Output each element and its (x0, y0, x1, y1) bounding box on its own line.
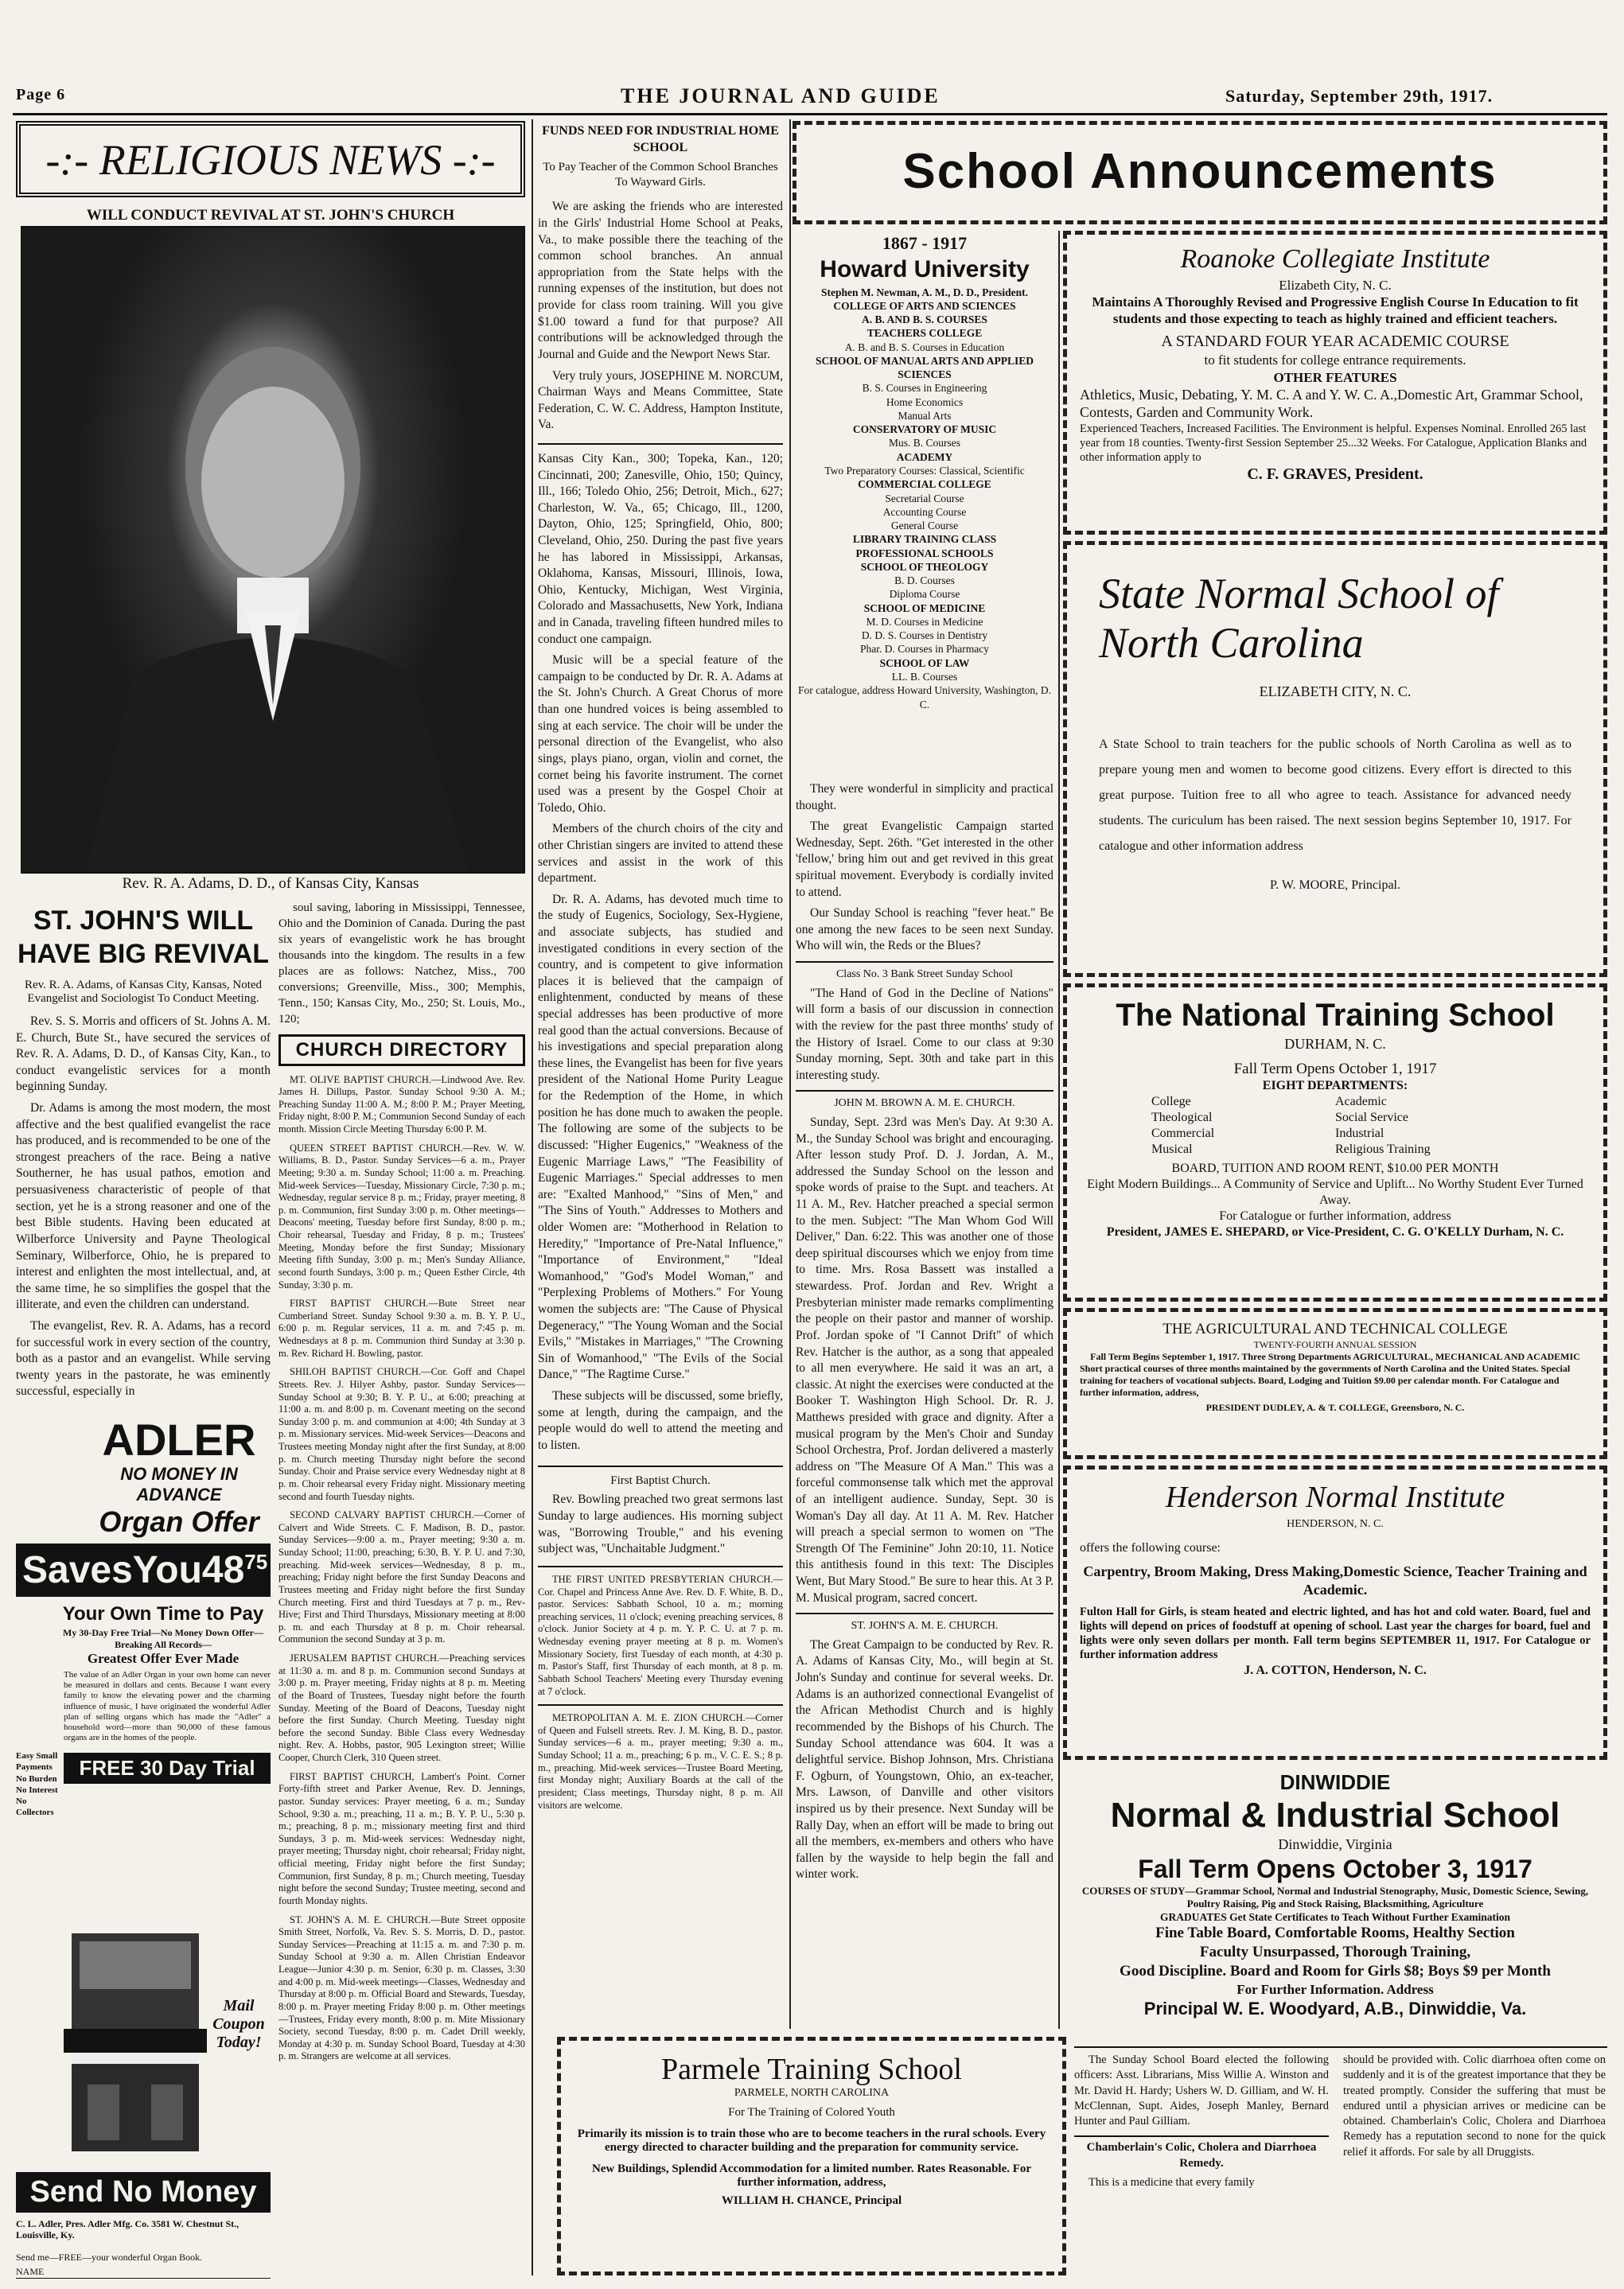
adler-small-print: The value of an Adler Organ in your own home can never be measured in dollars and cents. Because I want every family to know the elevating power and the charming influence of music, I have originated the wonderful Adler plan of selling organs which has made the "Adler" a household word—more than 90,000 of these famous organs are in the homes of the people. (64, 1670, 271, 1743)
national-board: BOARD, TUITION AND ROOM RENT, $10.00 PER MONTH (1171, 1162, 1499, 1176)
dinwiddie-l3: Good Discipline. Board and Room for Girls $8; Boys $9 per Month (1120, 1962, 1551, 1980)
parmele-sign: WILLIAM H. CHANCE, Principal (721, 2194, 902, 2207)
dinwiddie-place: Dinwiddie, Virginia (1278, 1835, 1392, 1852)
adler-organ-offer: Organ Offer (99, 1505, 259, 1538)
department-item: Academic (1335, 1095, 1387, 1109)
revival-headline: WILL CONDUCT REVIVAL AT ST. JOHN'S CHURCH (86, 207, 455, 224)
department-item: Religious Training (1335, 1143, 1431, 1157)
st-johns-continued: soul saving, laboring in Mississippi, Tennessee, Ohio and the Dominion of Canada. During the past six years of evangelistic work he has brought thousands into the kingdom. The results in a few places are as follows: Natchez, Miss., 700 conversions; Greenville, Miss., 300; Memphis, Tenn., 150; Kansas City, Mo., 250; St. Louis, Mo., 120; (278, 901, 525, 1026)
adler-free-trial-banner (64, 1753, 271, 1784)
church-directory-column (278, 901, 525, 2277)
howard-course-line: Accounting Course (882, 505, 967, 518)
dinwiddie-sign: Principal W. E. Woodyard, A.B., Dinwiddie, Va. (1143, 1998, 1527, 2018)
adler-easy-payments: Easy Small Payments No Burden No Interest No Collectors (16, 1751, 58, 1818)
howard-course-line: A. B. and B. S. Courses in Education (844, 341, 1005, 353)
howard-course-line: CONSERVATORY OF MUSIC (852, 423, 997, 436)
howard-course-line: SCHOOL OF MEDICINE (863, 601, 986, 614)
column-rule (532, 119, 533, 2275)
portrait-figure (22, 228, 524, 872)
national-l3: President, JAMES E. SHEPARD, or Vice-President, C. G. O'KELLY Durham, N. C. (1106, 1225, 1564, 1240)
dinwiddie-name: Normal & Industrial School (1110, 1795, 1560, 1835)
howard-course-line: COLLEGE OF ARTS AND SCIENCES (833, 299, 1016, 312)
paragraph: The Great Campaign to be conducted by Rev. R. A. Adams of Kansas City, Mo., will begin at St. John's Sunday and continue for several weeks. Dr. Adams is an authorized connectional Evangelist of the African Methodist Church and is highly recommended by the Bishops of his Church. The Sunday School attendance was 604. It was a delightful service. Bishop Johnson, Mrs. Christiana F. Ogburn, of Youngstown, Ohio, an ex-teacher, Mrs. Lawson, of Danville and other visitors inspired us by their presence. Next Sunday will be Rally Day, when an effort will be made to bring out all the members, ex-members and others who have fallen by the wayside to help begin the fall and winter work. (796, 1637, 1053, 1882)
st-johns-body (16, 1014, 271, 1400)
adler-catalog-request: Send me—FREE—your wonderful Organ Book. (16, 2252, 203, 2263)
howard-course-line: Secretarial Course (885, 492, 964, 504)
state-normal-name1: State Normal School of (1099, 570, 1499, 617)
parmele-body: Primarily its mission is to train those who are to become teachers in the rural schools. Every energy directed to character building and the preparation for community service. (577, 2127, 1046, 2154)
national-training-ad (1063, 983, 1607, 1302)
adler-organ-ad (16, 1416, 271, 2279)
henderson-offers: offers the following course: (1080, 1541, 1221, 1555)
roanoke-l3: to fit students for college entrance requirements. (1204, 352, 1466, 368)
st-johns-subhead: Rev. R. A. Adams, of Kansas City, Kansas, Noted Evangelist and Sociologist To Conduct Meeting. (24, 979, 263, 1005)
department-item: College (1151, 1095, 1191, 1109)
adler-name-field[interactable]: NAME (16, 2266, 271, 2279)
adler-send-no-money[interactable] (16, 2172, 271, 2213)
funds-body: We are asking the friends who are interested in the Girls' Industrial Home School at Peaks, Va., to make possible there the teaching of the common school branches. An annual appropriation from the State helps with the running expenses of the institution, but does not provide for class room training. Will you give $1.00 toward a fund for that purpose? All contributions will be acknowledged through the Journal and Guide and the Newport News Star. (538, 200, 783, 361)
adler-time-to-pay: Your Own Time to Pay (62, 1603, 264, 1625)
henderson-sign: J. A. COTTON, Henderson, N. C. (1244, 1663, 1427, 1677)
adler-free-trial: FREE 30 Day Trial (79, 1756, 255, 1781)
roanoke-l4: OTHER FEATURES (1273, 369, 1397, 385)
howard-course-line: D. D. S. Courses in Dentistry (861, 629, 988, 642)
howard-course-line: M. D. Courses in Medicine (866, 615, 983, 628)
paragraph: These subjects will be discussed, some briefly, some at length, during the campaign, and the people would do well to attend the meeting and to listen. (538, 1389, 783, 1452)
parmele-training-ad (557, 2037, 1066, 2275)
column-rule (789, 119, 791, 2029)
roanoke-name: Roanoke Collegiate Institute (1180, 244, 1490, 274)
howard-course-line: Home Economics (886, 395, 964, 408)
adler-saves-cents: 75 (244, 1550, 268, 1574)
masthead-rule (13, 113, 1607, 115)
parmele-info: New Buildings, Splendid Accommodation for a limited number. Rates Reasonable. For further information, address, (591, 2162, 1032, 2189)
parmele-for: For The Training of Colored Youth (728, 2106, 895, 2119)
howard-years: 1867 - 1917 (882, 233, 968, 253)
first-baptist-headline: First Baptist Church. (610, 1473, 711, 1487)
issue-date: Saturday, September 29th, 1917. (1225, 86, 1494, 106)
chamberlain-headline: Chamberlain's Colic, Cholera and Diarrhoea Remedy. (1086, 2141, 1317, 2170)
aggie-l2: Short practical courses of three months maintained by the governments of North Carolina and the United States. Special training for teachers of vocational subjects. Board, Lodging and Tuition $9.00 per calendar month. For Catalogue and further information, address, (1080, 1362, 1571, 1398)
henderson-courses: Carpentry, Broom Making, Dress Making,Domestic Science, Teacher Training and Academic. (1083, 1563, 1587, 1598)
st-johns-ame-headline: ST. JOHN'S A. M. E. CHURCH. (851, 1620, 999, 1633)
bottom-right-right (1343, 2053, 1606, 2283)
state-normal-name2: North Carolina (1099, 619, 1364, 667)
adler-saves-text: SavesYou48 (22, 1549, 245, 1591)
paragraph: The great Evangelistic Campaign started Wednesday, Sept. 26th. "Get interested in the other 'fellow,' bring him out and get revived in this great spiritual movement. Everybody is cordially invited to attend. (796, 819, 1053, 899)
howard-university-ad (796, 232, 1053, 773)
henderson-normal-ad (1063, 1466, 1607, 1760)
sunday-school-board: The Sunday School Board elected the following officers: Asst. Librarians, Miss Willie A. Winston and Mr. David H. Hardy; Ushers W. D. Gilliam, and W. H. McClennan, Supt. Aides, Joseph Manley, Bernard Hunter and Paul Gilliam. (1074, 2053, 1329, 2128)
paragraph: The evangelist, Rev. R. A. Adams, has a record for successful work in every section of the country, both as a pastor and an evangelist. While serving twenty years in the pastorate, he was eminently successful, especially in (16, 1318, 271, 1399)
st-johns-headline: ST. JOHN'S WILL HAVE BIG REVIVAL (17, 905, 270, 969)
metropolitan-church: METROPOLITAN A. M. E. ZION CHURCH.—Corner of Queen and Fulsell streets. Rev. J. M. King, B. D., pastor. Sunday services—6 a. m., prayer meeting; 9:30 a. m., Sunday School; 11 a. m., preaching; 6 p. m., V. C. E. S.; 8 p. m., preaching. Mid-week services—Trustee Board Meeting, first Monday night; Auxiliary Boards at the call of the president; Class meetings, Thursday night, 8 p. m. All visitors are welcome. (538, 1712, 783, 1811)
column-four (796, 781, 1053, 2038)
directory-item: SECOND CALVARY BAPTIST CHURCH.—Corner of Calvert and Wide Streets. C. F. Madison, B. D., pastor. Sunday Services—9:00 a. m., Prayer meeting; 9:30 a. m. Sunday School; 11:00, preaching; 6:30, B. Y. P. U. and 7:30, preaching. Mid-week services—Wednesday, 8 p. m., preaching; Friday night before the first Sunday Deacons and Trustees meeting and Friday night before the first Sunday Church meeting. First and third Tuesdays at 7 p. m., Rev-Hive; First and Third Thursdays, Missionary meeting at 8:00 p. m. and each Thursday at 8 p. m. Choir rehearsal. Communion the second Sunday at 3 p. m. (278, 1509, 525, 1645)
directory-item: QUEEN STREET BAPTIST CHURCH.—Rev. W. W. Williams, B. D., Pastor. Sunday Services—6 a. m., Prayer Meeting; 9:30 a. m. Sunday School; 11:00 a. m. Preaching. Mid-week Services—Tuesday, Missionary Circle, 7:30 p. m.; Wednesday, regular service 8 p. m.; Friday, prayer meeting, 8 p. m. Communion, first Sunday 3:00 p. m. Other meetings—Deacons' meeting, Tuesday before first Sunday, 8:00 p. m.; Choir rehearsal, Tuesday and Friday, 8 p. m.; Trustees' Meeting, Monday before the first Sunday; Missionary Meeting fifth Sunday, 3:00 p. m.; Men's Sunday Alliance, second fourth Sundays, 3:00 p. m.; Queen Esther Circle, 4th Sunday, 3:30 p. m. (278, 1142, 525, 1290)
presbyterian-church: THE FIRST UNITED PRESBYTERIAN CHURCH.—Cor. Chapel and Princess Anne Ave. Rev. D. F. White, B. D., pastor. Services: Sabbath School, 10 a. m.; morning preaching services, 11 o'clock; evening preaching services, 8 o'clock. Junior Society at 4 p. m. Y. P. C. U. at 7 p. m. Wednesday evening prayer meeting at 8 p. m. Women's Missionary Society, first Tuesday of each month, at 4:30 p. m. Pastor's Staff, first Thursday of each month, at 8 p. m. Sabbath School Teachers' Meeting every Thursday evening at 7 o'clock. (538, 1573, 783, 1697)
funds-subhead: To Pay Teacher of the Common School Branches To Wayward Girls. (543, 160, 778, 189)
national-departments (1080, 1094, 1591, 1158)
howard-course-line: B. D. Courses (894, 574, 955, 587)
department-item: Industrial (1335, 1127, 1384, 1141)
national-term: Fall Term Opens October 1, 1917 (1233, 1060, 1437, 1077)
directory-item: FIRST BAPTIST CHURCH.—Bute Street near Cumberland Street. Sunday School 9:30 a. m. B. Y. P. U., 6:00 p. m. Regular services, 11 a. m. and 7:45 p. m. Wednesdays at 8 p. m. Communion third Sunday at 3:30 p. m. Rev. Richard H. Bowling, pastor. (278, 1298, 525, 1359)
paragraph: Music will be a special feature of the campaign to be conducted by Dr. R. A. Adams at the St. John's Church. A Great Chorus of more than one hundred voices is being assembled to sing at each service. The choir will be under the personal direction of the Evangelist, who also sings, plays piano, organ, violin and cornet, the cornet being his favorite instrument. The cornet used was a present by the Gospel Choir at Toledo, Ohio. (538, 653, 783, 815)
send-no-money-label: Send No Money (29, 2175, 257, 2209)
bottom-right-left (1074, 2053, 1329, 2283)
roanoke-ad (1063, 231, 1607, 535)
aggie-name: THE AGRICULTURAL AND TECHNICAL COLLEGE (1163, 1321, 1508, 1337)
section-rule (1074, 2046, 1607, 2048)
howard-course-line: A. B. AND B. S. COURSES (862, 313, 987, 326)
dinwiddie-l1: Fine Table Board, Comfortable Rooms, Healthy Section (1155, 1925, 1515, 1942)
chamberlain-body: This is a medicine that every family (1089, 2176, 1255, 2190)
directory-item: SHILOH BAPTIST CHURCH.—Cor. Goff and Chapel Streets. Rev. J. Hilyer Ashby, pastor. Sunday Services—Sunday School at 9:30; B. Y. P. U., at 6:00; preaching at 11:00 a. m. and 8:00 p. m. Covenant meeting on the second Sunday 3:00 p. m. and communion at 4:00; 4th Sunday at 3 p. m. Missionary services. Mid-week Services—Deacons and Trustees meeting Monday night after the first Sunday, at 8:00 p. m. Church meeting Thursday night before the second Sunday. Choir and Praise service every Wednesday night at 8 p. m. Choir rehearsal every Friday night. Missionary meeting second and fourth Tuesday nights. (278, 1366, 525, 1502)
religious-news-banner (16, 121, 525, 197)
howard-course-line: SCHOOL OF MANUAL ARTS AND APPLIED SCIENCES (816, 354, 1034, 381)
dinwiddie-ad (1063, 1766, 1607, 2045)
dinwiddie-grad: GRADUATES Get State Certificates to Teach Without Further Examination (1160, 1910, 1510, 1923)
directory-item: MT. OLIVE BAPTIST CHURCH.—Lindwood Ave. Rev. James H. Dillups, Pastor. Sunday School 9:30 A. M.; Preaching Sunday 11:00 A. M.; 8:00 P. M.; Prayer Meeting, Friday night, 8:00 P. M.; Communion Second Sunday of each month. Mission Circle Meeting Thursday 6:00 P. M. (278, 1073, 525, 1135)
department-item: Theological (1151, 1111, 1213, 1125)
howard-course-line: PROFESSIONAL SCHOOLS (855, 547, 994, 559)
paragraph: Members of the church choirs of the city and other Christian singers are invited to attend these services and assist in the work of this department. (538, 822, 783, 886)
howard-course-line: LL. B. Courses (891, 670, 958, 683)
paragraph: Rev. S. S. Morris and officers of St. Johns A. M. E. Church, Bute St., have secured the services of Rev. R. A. Adams, D. D., of Kansas City, Kan., to conduct evangelistic services for a month beginning Sunday. (16, 1014, 271, 1094)
portrait-caption: Rev. R. A. Adams, D. D., of Kansas City, Kansas (122, 875, 419, 892)
adler-saves-banner (16, 1544, 271, 1597)
paragraph: They were wonderful in simplicity and practical thought. (796, 782, 1053, 812)
howard-name: Howard University (820, 256, 1030, 283)
dinwiddie-term: Fall Term Opens October 3, 1917 (1138, 1855, 1532, 1883)
howard-course-line: Mus. B. Courses (888, 437, 960, 450)
howard-course-line: Phar. D. Courses in Pharmacy (860, 643, 989, 656)
department-item: Social Service (1335, 1111, 1408, 1125)
column-rule (1058, 231, 1060, 2029)
roanoke-l6: Experienced Teachers, Increased Facilities. The Environment is helpful. Expenses Nominal. Enrolled 265 last year from 18 counties. Twenty-first Session September 25...32 Weeks. For Catalogue, Application Blanks and other information apply to (1080, 422, 1587, 464)
john-brown-headline: JOHN M. BROWN A. M. E. CHURCH. (834, 1097, 1015, 1110)
parmele-place: PARMELE, NORTH CAROLINA (734, 2087, 890, 2099)
aggie-l1: Fall Term Begins September 1, 1917. Three Strong Departments AGRICULTURAL, MECHANICAL AND ACADEMIC (1090, 1350, 1580, 1362)
howard-course-line: LIBRARY TRAINING CLASS (852, 533, 997, 546)
national-place: DURHAM, N. C. (1284, 1036, 1386, 1052)
section-divider (796, 1090, 1053, 1092)
roanoke-l5: Athletics, Music, Debating, Y. M. C. A and Y. W. C. A.,Domestic Art, Grammar School, Contests, Garden and Community Work. (1080, 386, 1583, 421)
school-announcements-banner (793, 121, 1607, 224)
religious-news-title: -:- RELIGIOUS NEWS -:- (45, 136, 496, 184)
section-divider (538, 1466, 783, 1467)
directory-item: JERUSALEM BAPTIST CHURCH.—Preaching services at 11:30 a. m. and 8 p. m. Communion second Sundays at 3:00 p. m. Prayer meeting, Friday nights at 8 p. m. Meeting of the Board of Trustees, Tuesday night before the fourth Sunday. Meeting of the Board of Deacons, Tuesday night before the first Sunday. Church Meeting. Tuesday night before the second Sunday. Bible Class every Wednesday night. Rev. A. Hobbs, pastor, 905 Lexington street; Willie Cooper, Church Clerk, 310 Queen street. (278, 1653, 525, 1763)
adler-mail-coupon: Mail Coupon Today! (212, 1997, 265, 2051)
section-divider (538, 1704, 783, 1706)
chamberlain-continued: should be provided with. Colic diarrhoea often come on suddenly and it is of the greatest importance that they be treated promptly. Consider the suffering that must be endured until a physician arrives or medicine can be obtained. Chamberlain's Colic, Cholera and Diarrhoea Remedy has a reputation second to none for the quick relief it affords. For sale by all Druggists. (1343, 2053, 1606, 2159)
howard-course-line: TEACHERS COLLEGE (867, 327, 983, 340)
state-normal-ad (1063, 541, 1607, 977)
howard-course-line: General Course (890, 520, 959, 532)
funds-headline: FUNDS NEED FOR INDUSTRIAL HOME SCHOOL (542, 124, 779, 155)
section-divider (1074, 2135, 1329, 2137)
first-baptist-body: Rev. Bowling preached two great sermons last Sunday to large audiences. His morning subject was, "Borrowing Trouble," and his evening subject was, "Unchaitable Judgment." (538, 1493, 783, 1556)
section-divider (538, 443, 783, 445)
kansas-continued: Kansas City Kan., 300; Topeka, Kan., 120; Cincinnati, 200; Zanesville, Ohio, 150; Quincy, Ill., 166; Toledo Ohio, 256; Detroit, Mich., 627; Charleston, W. Va., 65; Chicago, Ill., 1200, Dayton, Ohio, 125; Springfield, Ohio, 800; Cleveland, Ohio, 250. During the past five years he has labored in Mississippi, Arkansas, Oklahoma, Kansas, Missouri, Illinois, Iowa, Ohio, Kentucky, Michigan, West Virginia, Colorado and Massachusetts, New York, Indiana and in Canada, traveling fifteen hundred miles to conduct one campaign. (538, 451, 783, 646)
paragraph: "The Hand of God in the Decline of Nations" will form a basis of our discussion in connection with the review for the past three months' study of the History of Israel. Come to our class at 9:30 Sunday morning, Sept. 30th and take part in this interesting study. (796, 986, 1053, 1082)
class-no3-headline: Class No. 3 Bank Street Sunday School (835, 968, 1014, 981)
church-directory-header (278, 1034, 525, 1066)
parmele-name: Parmele Training School (661, 2053, 962, 2086)
national-name: The National Training School (1116, 998, 1555, 1033)
aggie-session: TWENTY-FOURTH ANNUAL SESSION (1253, 1338, 1417, 1350)
adler-brand: ADLER (102, 1416, 256, 1465)
howard-course-line: COMMERCIAL COLLEGE (858, 478, 991, 491)
newspaper-title: THE JOURNAL AND GUIDE (621, 84, 941, 107)
state-normal-place: ELIZABETH CITY, N. C. (1259, 683, 1412, 699)
directory-item: FIRST BAPTIST CHURCH, Lambert's Point. Corner Forty-fifth street and Parker Avenue, Rev. D. Jennings, pastor. Sunday services: Prayer meeting, 6 a. m.; Sunday School, 9:30 a. m.; preaching, 11 a. m.; B. Y. P. U., 5:30 p. m.; preaching, 8 p. m.; missionary meeting first and third Sundays, 3 p. m. Mid-week services: Wednesday night, prayer meeting; Thursday night, choir rehearsal; Friday night, official meeting, Friday night before the first Sunday; Communion, first Sunday, 8 p. m.; Church meeting, Tuesday night before the second Sunday; Trustee meeting, second and fourth Monday nights. (278, 1770, 525, 1906)
organ-illustration (64, 1925, 207, 2164)
dinwiddie-l2: Faculty Unsurpassed, Thorough Training, (1199, 1944, 1471, 1961)
henderson-body: Fulton Hall for Girls, is steam heated and electric lighted, and has hot and cold water. Board, fuel and lights will depend on prices of foodstuff at opening of school. Last year the charges for board, fuel and lights were only seven dollars per month. Fall term begins SEPTEMBER 11, 1917. For Catalogue or further information address (1080, 1606, 1591, 1662)
henderson-name: Henderson Normal Institute (1165, 1481, 1505, 1514)
howard-course-line: Manual Arts (898, 409, 952, 422)
column-three (538, 119, 783, 2053)
department-item: Commercial (1151, 1127, 1215, 1141)
roanoke-l7: C. F. GRAVES, President. (1247, 465, 1423, 484)
dinwiddie-l0: DINWIDDIE (1279, 1770, 1391, 1794)
department-item: Musical (1151, 1143, 1193, 1157)
state-normal-body: A State School to train teachers for the public schools of North Carolina as well as to prepare young men and women to become good citizens. Every effort is directed to this great purpose. Tuition free to all who agree to teach. Assistance for advanced needy students. The curiculum has been raised. The next session begins September 10, 1917. For catalogue and other information address (1099, 738, 1571, 853)
adler-trial-offer: My 30-Day Free Trial—No Money Down Offer—Breaking All Records— (63, 1627, 263, 1650)
aggie-sign: PRESIDENT DUDLEY, A. & T. COLLEGE, Greensboro, N. C. (1205, 1401, 1465, 1413)
national-l2: For Catalogue or further information, address (1219, 1209, 1451, 1224)
school-announcements-title: School Announcements (902, 144, 1497, 199)
howard-footer: For catalogue, address Howard University, Washington, D. C. (798, 684, 1051, 710)
roanoke-l2: A STANDARD FOUR YEAR ACADEMIC COURSE (1161, 333, 1509, 351)
church-directory-title: CHURCH DIRECTORY (295, 1038, 508, 1061)
section-divider (796, 961, 1053, 963)
national-l1: Eight Modern Buildings... A Community of Service and Uplift... No Worthy Student Ever Turned Away. (1087, 1178, 1583, 1208)
howard-course-list (796, 299, 1053, 683)
howard-course-line: SCHOOL OF THEOLOGY (860, 560, 989, 573)
roanoke-place: Elizabeth City, N. C. (1279, 277, 1392, 293)
portrait-photo (21, 226, 525, 874)
howard-course-line: SCHOOL OF LAW (879, 656, 970, 669)
adler-no-money: NO MONEY IN ADVANCE (120, 1464, 238, 1505)
paragraph: Dr. R. A. Adams, has devoted much time to the study of Eugenics, Sociology, Sex-Hygiene, and associate subjects, has studied and investigated conditions in every section of the country, and is competent to give information places it is believed that the campaign of enlightenment, conducted by means of these special addresses has been productive of more real good than the actual conversions. Because of his investigations and special preparation along these lines, the Evangelist has been for five years president of the National Home Purity League for the Redemption of the Home, in which position he has done much to awaken the people. The following are some of the subjects to be discussed: "Higher Eugenics," "Weakness of the Eugenic Marriage Laws," "The Feasibility of Eugenic Marriages." Special addresses to men are: "Exalted Manhood," "Sins of Men," and "The Sins of Youth." Addresses to Mothers and older Women are: "Motherhood in Relation to Heredity," "Importance of Pre-Natal Influence," "Importance of Environment," "Ideal Womanhood," "God's Model Woman," and "Perplexing Problems of Mothers." For Young women the subjects are: "The Cause of Physical Degeneracy," "The Young Woman and the Social Evils," "Mistakes in Marriages," "The Crowning Sin of Womanhood," "The Evils of the Social Dance," "The Ragtime Curse." (538, 892, 783, 1382)
state-normal-sign: P. W. MOORE, Principal. (1269, 878, 1400, 892)
howard-course-line: B. S. Courses in Engineering (862, 382, 987, 395)
dinwiddie-l4: For Further Information. Address (1236, 1981, 1434, 1997)
national-depts-head: EIGHT DEPARTMENTS: (1262, 1079, 1408, 1093)
paragraph: Our Sunday School is reaching "fever heat." Be one among the new faces to be seen next Sunday. Who will win, the Reds or the Blues? (796, 906, 1053, 953)
paragraph: Sunday, Sept. 23rd was Men's Day. At 9:30 A. M., the Sunday School was bright and encouraging. After lesson study Prof. D. J. Jordan, A. M., addressed the Sunday School on the lesson and spoke words of praise to the Supt. and teachers. At 11 A. M., Rev. Hatcher preached a special sermon to the men. Subject: "The Man Whom God Will Deliver," Dan. 6:22. This was another one of those deep spiritual discourses which we enjoy from time to time. Mrs. Rosa Bassett was installed a stewardess. Prof. Jordan and Rev. Wright a Presbyterian minister made remarks complimenting the people on their pastor and manner of worship. Prof. Jordan spoke of "I Cannot Drift" of which Rev. Hatcher is the author, as a song that appealed to all men everywhere. He said it was an art, a classic. At night the exercises were conducted at the Booker T. Washington High School. Dr. R. J. Matthews presided with grace and dignity. After a musical program by the Men's Choir and Sunday School Orchestra, Prof. Jordan delivered a masterly address on "The Measure Of A Man." This was a forceful commonsense talk which met the approval of an intelligent audience. Sunday, Sept. 30 is Woman's Day all day. At 11 A. M. Rev. Hatcher will preach a special sermon to women on "The Strength Of The Feminine" John 20:10, 11. Notice this antithesis found in this text: The Disciples Went, But Mary Stood." Be sure to hear this. At 3 P. M. Musical program, sacred concert. (796, 1115, 1053, 1605)
paragraph: Dr. Adams is among the most modern, the most affective and the best qualified evangelist the race has produced, and is recommended to be one of the strongest preachers of the race. Being a native Southerner, he has usual pathos, emotion and persuasiveness characteristic of people of that section, yet he is a strong reasoner and one of the best Bible students. Having been educated at Wilberforce University and Payne Theological Seminary, Wilberforce, Ohio, he is prepared to interest and enlighten the most intellectual, and, at the same time, he so simplifies the gospel that the illiterate, and even the children can understand. (16, 1101, 271, 1312)
henderson-place: HENDERSON, N. C. (1287, 1517, 1384, 1530)
howard-course-line: Diploma Course (889, 588, 960, 601)
howard-course-line: ACADEMY (896, 450, 953, 463)
funds-signoff: Very truly yours, JOSEPHINE M. NORCUM, Chairman Ways and Means Committee, State Federation, C. W. C. Address, Hampton Institute, Va. (538, 368, 783, 432)
howard-president: Stephen M. Newman, A. M., D. D., President. (821, 286, 1028, 298)
section-divider (796, 1613, 1053, 1614)
adler-address: C. L. Adler, Pres. Adler Mfg. Co. 3581 W. Chestnut St., Louisville, Ky. (16, 2218, 240, 2241)
dinwiddie-courses: COURSES OF STUDY—Grammar School, Normal and Industrial Stenography, Music, Domestic Science, Sewing, Poultry Raising, Pig and Stock Raising, Blacksmithing, Agriculture (1081, 1885, 1589, 1910)
howard-course-line: Two Preparatory Courses: Classical, Scientific (824, 465, 1025, 477)
agricultural-technical-ad (1063, 1308, 1607, 1459)
adler-greatest-offer: Greatest Offer Ever Made (87, 1651, 240, 1666)
roanoke-l1: Maintains A Thoroughly Revised and Progressive English Course In Education to fit students and those expecting to teach as highly trained and efficient teachers. (1092, 294, 1579, 326)
section-divider (538, 1566, 783, 1567)
directory-item: ST. JOHN'S A. M. E. CHURCH.—Bute Street opposite Smith Street, Norfolk, Va. Rev. S. S. Morris, D. D., pastor. Sunday Services—Preaching at 11:15 a. m. and 7:30 p. m. Sunday School at 9:30 a. m. Allen Christian Endeavor League—Junior 4:30 p. m. Senior, 6:30 p. m. Classes, 3:30 and 4:00 p. m. Mid-week meetings—Classes, Wednesday and Thursday at 8:00 p. m. Official Board and Stewards, Tuesday, 8:00 p. m. Prayer meeting Friday 8:00 p. m. Other meetings—Trustees, Friday every month, 8:00 p. m. Mite Missionary Society, second Tuesday, 8:00 p. m. Cadet Drill weekly, Monday at 4:30 p. m. Sunday School Board, Tuesday at 4:30 p. m. Strangers are welcome at all services. (278, 1913, 525, 2062)
page-number: Page 6 (16, 86, 66, 103)
